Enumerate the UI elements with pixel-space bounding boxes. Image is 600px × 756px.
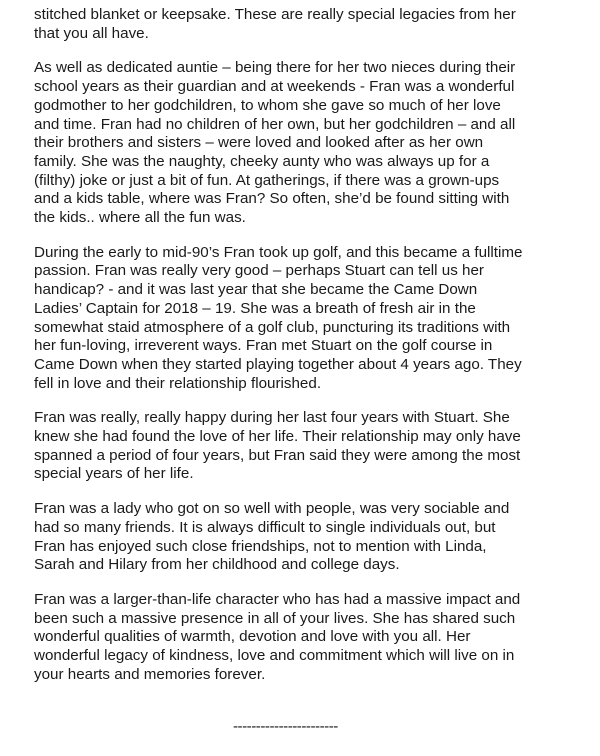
text-line: somewhat staid atmosphere of a golf club, puncturing its traditions with — [34, 318, 511, 336]
text-line: (filthy) joke or just a bit of fun. At gatherings, if there was a grown-ups — [34, 171, 500, 189]
text-line: school years as their guardian and at weekends - Fran was a wonderful — [34, 78, 515, 96]
text-line: special years of her life. — [34, 465, 194, 483]
text-line: the kids.. where all the fun was. — [34, 209, 246, 227]
section-divider: ----------------------- — [233, 718, 338, 735]
paragraph-golf — [34, 244, 574, 394]
text-line: Sarah and Hilary from her childhood and college days. — [34, 556, 400, 574]
text-line: knew she had found the love of her life. Their relationship may only have — [34, 428, 521, 446]
text-line: your hearts and memories forever. — [34, 665, 266, 683]
text-line: wonderful legacy of kindness, love and commitment which will live on in — [34, 647, 515, 665]
paragraph-legacy — [34, 591, 574, 685]
text-line: passion. Fran was really very good – perhaps Stuart can tell us her — [34, 262, 484, 280]
text-line: spanned a period of four years, but Fran said they were among the most — [34, 446, 521, 464]
text-line: Fran was a larger-than-life character who has had a massive impact and — [34, 590, 521, 608]
document-page — [34, 6, 574, 701]
text-line: and time. Fran had no children of her own, but her godchildren – and all — [34, 115, 516, 133]
text-line: stitched blanket or keepsake. These are really special legacies from her — [34, 6, 516, 23]
text-line: family. She was the naughty, cheeky aunty who was always up for a — [34, 152, 490, 170]
text-line: Fran was a lady who got on so well with people, was very sociable and — [34, 500, 510, 518]
text-line: Fran was really, really happy during her last four years with Stuart. She — [34, 409, 510, 427]
paragraph-stuart — [34, 409, 574, 484]
text-line: their brothers and sisters – were loved and looked after as her own — [34, 134, 484, 152]
text-line: handicap? - and it was last year that she became the Came Down — [34, 281, 478, 299]
text-line: wonderful qualities of warmth, devotion and love with you all. Her — [34, 628, 471, 646]
text-line: Fran has enjoyed such close friendships, not to mention with Linda, — [34, 537, 487, 555]
paragraph-legacies — [34, 6, 574, 43]
paragraph-friends — [34, 500, 574, 575]
text-line: that you all have. — [34, 24, 149, 42]
text-line: godmother to her godchildren, to whom she gave so much of her love — [34, 96, 501, 114]
text-line: had so many friends. It is always difficult to single individuals out, but — [34, 518, 496, 536]
text-line: As well as dedicated auntie – being there for her two nieces during their — [34, 59, 516, 77]
paragraph-auntie — [34, 59, 574, 227]
text-line: Came Down when they started playing together about 4 years ago. They — [34, 355, 522, 373]
text-line: Ladies’ Captain for 2018 – 19. She was a breath of fresh air in the — [34, 299, 476, 317]
text-line: and a kids table, where was Fran? So often, she’d be found sitting with — [34, 190, 510, 208]
text-line: fell in love and their relationship flourished. — [34, 374, 322, 392]
text-line: During the early to mid-90’s Fran took up golf, and this became a fulltime — [34, 243, 523, 261]
text-line: her fun-loving, irreverent ways. Fran met Stuart on the golf course in — [34, 337, 493, 355]
text-line: been such a massive presence in all of your lives. She has shared such — [34, 609, 516, 627]
